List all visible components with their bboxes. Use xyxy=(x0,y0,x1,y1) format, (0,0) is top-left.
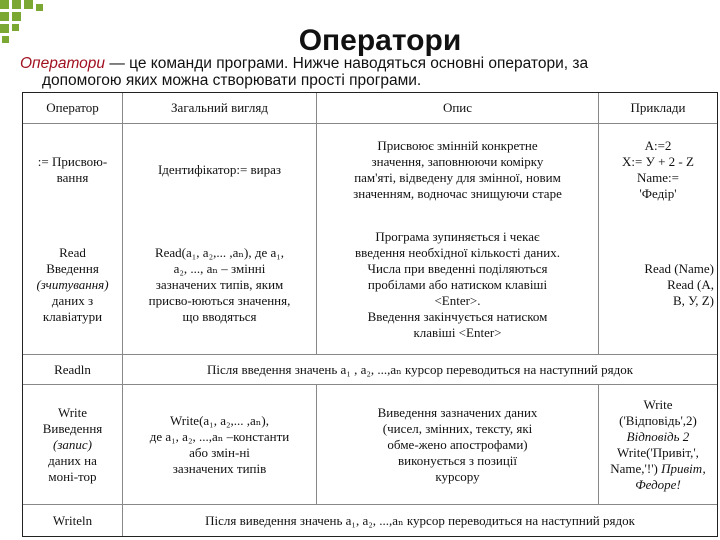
assign-operator-line: := Присвою- xyxy=(37,154,108,169)
table-header-row xyxy=(23,93,717,124)
header-operator: Оператор xyxy=(23,93,123,124)
write-desc-line: обме-жено апострофами) xyxy=(387,436,528,452)
read-desc-line: <Enter>. xyxy=(434,293,481,308)
readln-operator: Readln xyxy=(23,354,123,384)
assign-operator-line: вання xyxy=(56,170,89,185)
assign-desc-line: Присвоює змінній конкретне xyxy=(377,138,538,153)
read-form-line: що вводяться xyxy=(182,309,257,324)
write-form-line: зазначених типів xyxy=(172,460,267,476)
write-desc-line: виконується з позиції xyxy=(397,452,517,468)
write-desc-line: (чисел, змінних, тексту, які xyxy=(382,420,533,436)
write-form-line: де a₁, a₂, ...,aₙ –константи xyxy=(149,428,290,444)
read-example-line: В, У, Z) xyxy=(672,293,714,308)
write-example-output: Федоре! xyxy=(635,476,681,492)
corner-decoration-square xyxy=(2,36,9,43)
read-desc-line: введення необхідної кількості даних. xyxy=(355,245,560,260)
operators-table xyxy=(22,92,718,537)
read-form-line: a₂, ..., aₙ – змінні xyxy=(173,261,266,276)
read-example-line: Read (Name) xyxy=(644,261,714,276)
assign-examples xyxy=(599,124,717,216)
table-row-assign xyxy=(23,124,717,216)
write-example-output: Відповідь 2 xyxy=(626,428,690,444)
read-form-line: присво-юються значення, xyxy=(148,293,291,308)
write-example-output: Привіт, xyxy=(661,460,706,476)
assign-operator xyxy=(23,124,123,216)
intro-text: — це команди програми. Нижче наводяться основні оператори, за xyxy=(105,55,589,72)
corner-decoration-square xyxy=(12,24,19,31)
read-examples xyxy=(599,216,717,354)
writeln-description: Після виведення значень a₁, a₂, ...,aₙ курсор переводиться на наступний рядок xyxy=(123,504,717,536)
table-row-write xyxy=(23,384,717,504)
read-operator-line: Введення xyxy=(46,261,99,276)
corner-decoration-square xyxy=(36,4,43,11)
write-operator xyxy=(23,384,123,504)
assign-desc-line: значенням, водночас знищуючи старе xyxy=(353,186,562,201)
read-desc-line: пробілами або натиском клавіші xyxy=(367,277,548,292)
write-operator-line: Write xyxy=(57,404,88,420)
write-operator-line: даних на xyxy=(48,452,97,468)
header-description: Опис xyxy=(317,93,599,124)
header-examples: Приклади xyxy=(599,93,717,124)
corner-decoration-square xyxy=(24,0,33,9)
write-example-line xyxy=(602,461,714,477)
write-operator-line: Виведення xyxy=(42,420,103,436)
write-example-line: Write xyxy=(643,396,673,412)
read-operator-line: клавіатури xyxy=(42,309,103,324)
write-form-line: або змін-ні xyxy=(189,444,250,460)
read-desc-line: Програма зупиняється і чекає xyxy=(375,229,540,244)
writeln-operator: Writeln xyxy=(23,504,123,536)
intro-paragraph xyxy=(20,55,715,89)
corner-decoration-square xyxy=(0,12,9,21)
assign-example-line: 'Федір' xyxy=(639,186,677,201)
write-form-line: Write(a₁, a₂,... ,aₙ), xyxy=(170,412,269,428)
write-description xyxy=(317,384,599,504)
assign-desc-line: значення, заповнюючи комірку xyxy=(371,154,544,169)
read-operator-line: даних з xyxy=(51,293,94,308)
write-form xyxy=(123,384,317,504)
assign-example-line: A:=2 xyxy=(644,138,672,153)
corner-decoration-square xyxy=(12,0,21,9)
readln-description: Після введення значень a₁ , a₂, ...,aₙ курсор переводиться на наступний рядок xyxy=(123,354,717,384)
assign-desc-line: пам'яті, відведену для змінної, новим xyxy=(354,170,561,185)
write-example-line: ('Відповідь',2) xyxy=(619,412,697,428)
corner-decoration-square xyxy=(0,0,9,9)
intro-text-line2: допомогою яких можна створювати прості програми. xyxy=(42,72,422,89)
intro-keyword: Оператори xyxy=(20,55,106,72)
read-desc-line: Числа при введенні поділяються xyxy=(367,261,548,276)
page-title: Оператори xyxy=(298,24,462,57)
table-row-read xyxy=(23,216,717,354)
write-example-code: Name,'!') xyxy=(610,460,658,476)
table-row-readln xyxy=(23,354,717,384)
header-form: Загальний вигляд xyxy=(123,93,317,124)
write-desc-line: Виведення зазначених даних xyxy=(377,404,538,420)
read-form-line: Read(a₁, a₂,... ,aₙ), де a₁, xyxy=(154,245,285,260)
read-desc-line: клавіші <Enter> xyxy=(413,325,502,340)
read-desc-line: Введення закінчується натиском xyxy=(367,309,548,324)
read-example-line: Read (A, xyxy=(667,277,714,292)
read-form xyxy=(123,216,317,354)
assign-description xyxy=(317,124,599,216)
corner-decoration-square xyxy=(12,12,21,21)
assign-example-line: X:= У + 2 - Z xyxy=(622,154,694,169)
write-desc-line: курсору xyxy=(435,468,480,484)
write-examples xyxy=(599,384,717,504)
read-operator xyxy=(23,216,123,354)
table-row-writeln xyxy=(23,504,717,536)
read-description xyxy=(317,216,599,354)
read-form-line: зазначених типів, яким xyxy=(155,277,284,292)
write-example-line: Write('Привіт,', xyxy=(617,444,699,460)
read-operator-italic: (зчитування) xyxy=(36,277,109,292)
write-operator-line: моні-тор xyxy=(48,468,97,484)
read-operator-line: Read xyxy=(59,245,86,260)
write-operator-italic: (запис) xyxy=(53,436,92,452)
assign-form: Ідентифікатор:= вираз xyxy=(123,124,317,216)
corner-decoration-square xyxy=(0,24,9,33)
assign-example-line: Name:= xyxy=(637,170,679,185)
